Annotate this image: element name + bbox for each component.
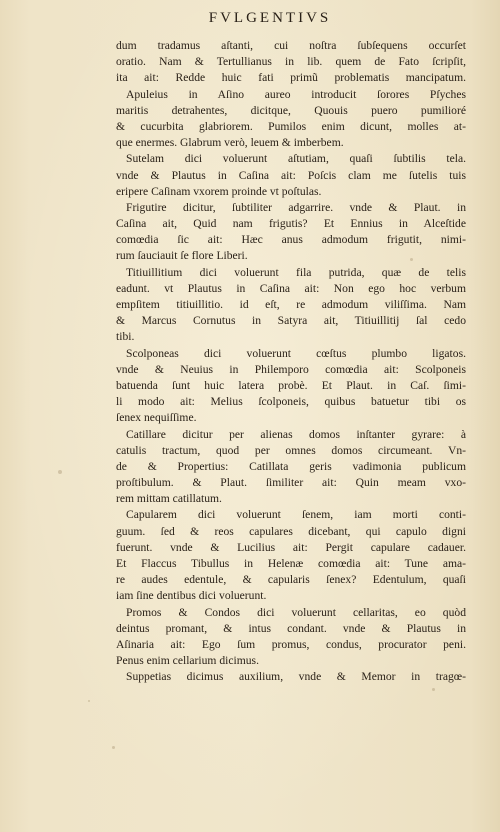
text-line: deintus promant, & intus condant. vnde & Plautus in <box>116 621 466 635</box>
text-line: Catillare dicitur per alienas domos inſtanter gyrare: à <box>126 427 466 441</box>
text-line: catulis tractum, quod per omnes domos circumeant. Vn- <box>116 443 466 457</box>
text-line: rem mittam catillatum. <box>116 492 222 506</box>
paper-stain <box>112 746 115 749</box>
text-line: Apuleius in Aſino aureo introducit ſorores Pſyches <box>126 87 466 101</box>
text-line: vnde & Neuius in Philemporo comœdia ait: Scolponeis <box>116 362 466 376</box>
text-line: Promos & Condos dici voluerunt cellaritas, eo quòd <box>126 605 466 619</box>
text-line: Frigutire dicitur, ſubtiliter adgarrire. vnde & Plaut. in <box>126 200 466 214</box>
text-line: Scolponeas dici voluerunt cœſtus plumbo ligatos. <box>126 346 466 360</box>
text-line: Sutelam dici voluerunt aſtutiam, quaſi ſubtilis tela. <box>126 152 466 166</box>
paper-stain <box>88 700 90 702</box>
text-line: eadunt. vt Plautus in Caſina ait: Non ego hoc verbum <box>116 281 466 295</box>
text-line: comœdia ſic ait: Hæc anus admodum frigutit, nimi- <box>116 233 466 247</box>
text-line: li modo ait: Melius ſcolponeis, quibus batuetur tibi os <box>116 395 466 409</box>
text-line: Penus enim cellarium dicimus. <box>116 654 259 668</box>
text-line: & Marcus Cornutus in Satyra ait, Titiuillitij ſal cedo <box>116 314 466 328</box>
text-line: batuenda ſunt huic latera probè. Et Plaut. in Caſ. ſimi- <box>116 378 466 392</box>
text-line: re audes edentule, & capularis ſenex? Edentulum, quaſi <box>116 573 466 587</box>
text-line: fuerunt. vnde & Lucilius ait: Pergit capulare cadauer. <box>116 540 466 554</box>
text-line: empſitem titiuillitio. id eſt, re admodum viliſſima. Nam <box>116 298 466 311</box>
text-line: dum tradamus aſtanti, cui noſtra ſubſequens occurſet <box>116 39 466 52</box>
text-line: oratio. Nam & Tertullianus in lib. quem de Fato ſcripſit, <box>116 55 466 69</box>
text-line: guum. ſed & reos capulares dicebant, qui capulo digni <box>116 524 466 538</box>
text-line: que enermes. Glabrum verò, leuem & imberbem. <box>116 136 344 150</box>
text-line: Et Flaccus Tibullus in Helenæ comœdia ait: Tune ama- <box>116 557 466 570</box>
text-line: Capularem dici voluerunt ſenem, iam morti conti- <box>126 508 466 522</box>
text-line: Caſina ait, Quid nam frigutis? Et Ennius in Alceſtide <box>116 217 466 231</box>
text-line: maritis detrahentes, dicitque, Quouis puero pumilioré <box>116 103 466 117</box>
text-line: vnde & Plautus in Caſina ait: Poſcis clam me ſutelis tuis <box>116 168 466 182</box>
text-line: Aſinaria ait: Ego ſum promus, condus, procurator peni. <box>116 637 466 651</box>
text-line: Suppetias dicimus auxilium, vnde & Memor in tragœ- <box>126 670 466 684</box>
text-line: proſtibulum. & Plaut. ſimiliter ait: Quin meam vxo- <box>116 476 466 490</box>
text-line: rum ſauciauit ſe flore Liberi. <box>116 249 248 263</box>
text-line: de & Propertius: Catillata geris vadimonia publicum <box>116 459 466 473</box>
text-line: tibi. <box>116 330 135 344</box>
text-line: iam ſine dentibus dici voluerunt. <box>116 589 267 603</box>
text-line: eripere Caſinam vxorem proinde vt poſtulas. <box>116 184 322 198</box>
paper-stain <box>58 470 62 474</box>
text-line: Titiuillitium dici voluerunt fila putrida, quæ de telis <box>126 265 466 279</box>
text-line: ſenex nequiſſime. <box>116 411 197 425</box>
body-text <box>116 38 466 686</box>
paper-stain <box>432 688 435 691</box>
text-line: & cucurbita glabriorem. Pumilos enim dicunt, molles at- <box>116 119 466 133</box>
running-head: FVLGENTIVS <box>208 10 332 26</box>
text-line: ita ait: Redde huic fati primũ problematis mancipatum. <box>116 71 466 85</box>
